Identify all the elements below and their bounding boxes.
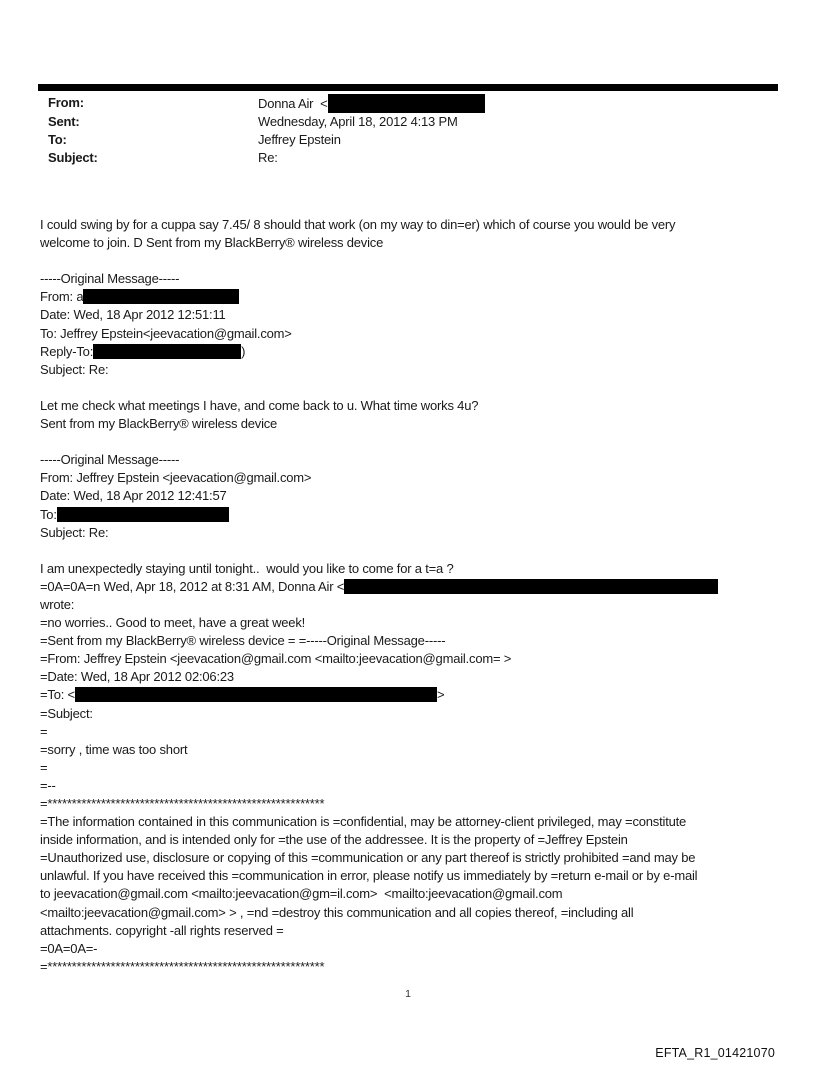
body-line: =********************************************************* <box>40 958 325 974</box>
header-field-value: Jeffrey Epstein <box>258 132 341 147</box>
header-field-from <box>48 94 485 113</box>
body-line <box>40 252 800 270</box>
body-line: <mailto:jeevacation@gmail.com> > , =nd =destroy this communication and all copies thereof, =including all <box>40 904 634 920</box>
header-field-label: To: <box>48 132 67 147</box>
body-line: to jeevacation@gmail.com <mailto:jeevacation@gm=il.com> <mailto:jeevacation@gmail.com <box>40 886 563 902</box>
body-line: =********************************************************* <box>40 796 325 811</box>
redaction-bar <box>93 344 241 359</box>
header-field-label: Subject: <box>48 150 98 165</box>
body-line: =Unauthorized use, disclosure or copying of this =communication or any part thereof is strictly prohibited =and may be <box>40 850 696 866</box>
body-line <box>40 542 800 560</box>
email-header <box>48 94 485 167</box>
body-line: Subject: Re: <box>40 524 109 540</box>
body-line: =0A=0A=- <box>40 940 98 956</box>
redaction-bar <box>83 289 239 304</box>
header-field-subject <box>48 149 485 167</box>
header-field-value: Re: <box>258 150 278 165</box>
header-field-sent <box>48 113 485 131</box>
body-line: =To: < > <box>40 687 445 703</box>
body-line: =0A=0A=n Wed, Apr 18, 2012 at 8:31 AM, Donna Air < <box>40 578 800 596</box>
body-line: unlawful. If you have received this =communication in error, please notify us immediately by =return e-mail or by e-mail <box>40 868 698 884</box>
body-line: I could swing by for a cuppa say 7.45/ 8 should that work (on my way to din=er) which of course you would be very <box>40 217 676 232</box>
body-line: Let me check what meetings I have, and come back to u. What time works 4u? <box>40 397 479 413</box>
body-line: From: a <box>40 288 800 306</box>
body-line: =no worries.. Good to meet, have a great week! <box>40 615 306 631</box>
body-line: -----Original Message----- <box>40 271 180 287</box>
bates-number: EFTA_R1_01421070 <box>655 1046 775 1060</box>
header-field-label: Sent: <box>48 114 80 129</box>
body-line: I am unexpectedly staying until tonight.. would you like to come for a t=a ? <box>40 560 454 576</box>
body-line: =sorry , time was too short <box>40 741 188 757</box>
body-line: =Subject: <box>40 705 93 721</box>
body-line: = <box>40 723 48 739</box>
redaction-bar <box>328 94 485 113</box>
body-line: Subject: Re: <box>40 361 109 377</box>
body-line: inside information, and is intended only for =the use of the addressee. It is the property of =Jeffrey Epstein <box>40 832 628 848</box>
body-line: wrote: <box>40 596 75 612</box>
body-line <box>40 433 800 451</box>
body-line: From: Jeffrey Epstein <jeevacation@gmail.com> <box>40 470 312 486</box>
body-line: Date: Wed, 18 Apr 2012 12:51:11 <box>40 307 226 323</box>
body-line: welcome to join. D Sent from my BlackBerry® wireless device <box>40 235 384 251</box>
body-line: To: Jeffrey Epstein<jeevacation@gmail.com> <box>40 325 292 341</box>
body-line: =Date: Wed, 18 Apr 2012 02:06:23 <box>40 669 234 685</box>
body-line: =Sent from my BlackBerry® wireless device = =-----Original Message----- <box>40 633 446 649</box>
redaction-bar <box>344 579 718 594</box>
header-field-value: Donna Air < <box>258 94 485 113</box>
body-line: Sent from my BlackBerry® wireless device <box>40 416 278 432</box>
redaction-bar <box>75 687 437 702</box>
header-field-label: From: <box>48 95 84 110</box>
body-line <box>40 379 800 397</box>
body-line: =-- <box>40 777 56 793</box>
body-line: To: <box>40 506 800 524</box>
header-field-to <box>48 131 485 149</box>
redaction-bar <box>57 507 229 522</box>
body-line: = <box>40 759 48 775</box>
email-body <box>40 216 800 976</box>
page-number: 1 <box>405 988 411 1000</box>
header-field-value: Wednesday, April 18, 2012 4:13 PM <box>258 114 458 129</box>
body-line: =From: Jeffrey Epstein <jeevacation@gmail.com <mailto:jeevacation@gmail.com= > <box>40 651 512 667</box>
body-line: Reply-To: ) <box>40 343 246 359</box>
header-divider <box>38 84 778 91</box>
body-line: attachments. copyright -all rights reserved = <box>40 922 284 938</box>
body-line: -----Original Message----- <box>40 452 180 468</box>
body-line: Date: Wed, 18 Apr 2012 12:41:57 <box>40 488 227 504</box>
body-line: =The information contained in this communication is =confidential, may be attorney-client privileged, may =constitute <box>40 814 687 830</box>
